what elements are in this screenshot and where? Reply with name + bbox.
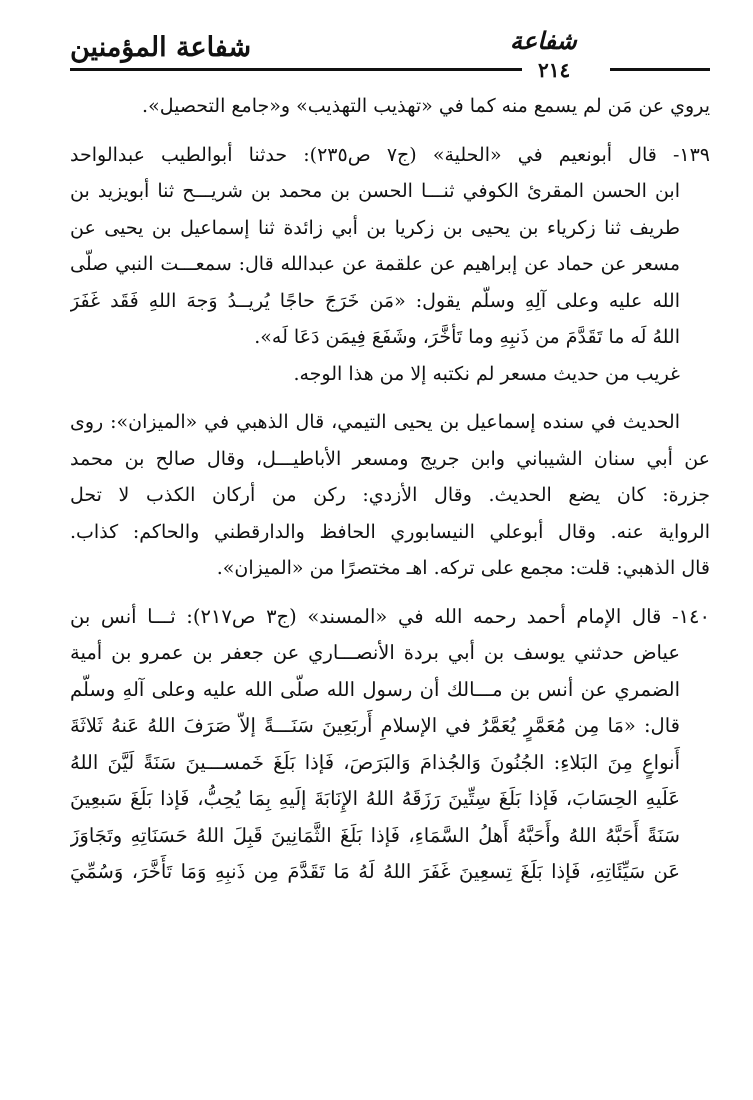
- text-line: عَن سَيِّئَاتِهِ، فَإذا بَلَغَ تِسعِينَ غَفَرَ اللهُ لَهُ مَا تَقَدَّمَ مِن ذَنبِهِ وَمَا تَأَخَّرَ، وَسُمِّيَ: [70, 860, 680, 883]
- text-line: يروي عن مَن لم يسمع منه كما في «تهذيب التهذيب» و«جامع التحصيل».: [142, 95, 710, 117]
- text-line: ١٣٩- قال أبونعيم في «الحلية» (ج٧ ص٢٣٥): حدثنا أبوالطيب عبدالواحد: [70, 143, 710, 166]
- text-line: عياض حدثني يوسف بن أبي بردة الأنصـــاري عن جعفر بن عمرو بن أمية: [70, 641, 680, 664]
- page-number: ٢١٤: [538, 58, 571, 82]
- paragraph-commentary: [70, 404, 710, 587]
- series-logo: شفاعة: [510, 26, 577, 55]
- text-line: عن أبي سنان الشيباني وابن جريج ومسعر الأباطيـــل، وقال صالح بن محمد: [70, 447, 710, 470]
- header-rule: [610, 68, 710, 71]
- text-line: سَنَةً أَحَبَّهُ اللهُ وأَحَبَّهُ أَهلُ السَّمَاءِ، فَإذا بَلَغَ الثَّمَانِينَ قَبِلَ اللهُ حَسَنَاتِهِ وتَجَاوَزَ: [70, 823, 680, 847]
- paragraph-hadith-139: [70, 137, 710, 393]
- paragraph-hadith-140: [70, 599, 710, 891]
- page-header: [70, 18, 710, 82]
- page-content: [70, 88, 710, 891]
- text-line: غريب من حديث مسعر لم نكتبه إلا من هذا الوجه.: [293, 362, 680, 385]
- text-line: جزرة: كان يضع الحديث. وقال الأزدي: ركن من أركان الكذب لا تحل: [70, 484, 710, 506]
- text-line: الحديث في سنده إسماعيل بن يحيى التيمي، قال الذهبي في «الميزان»: روى: [70, 411, 680, 433]
- text-line: الله عليه وعلى آلِهِ وسلّم يقول: «مَن خَرَجَ حاجًا يُريــدُ وَجهَ اللهِ فَقَد غَفَرَ: [70, 289, 680, 312]
- text-line: ابن الحسن المقرئ الكوفي ثنـــا الحسن بن محمد بن شريـــح ثنا أبويزيد بن: [70, 180, 680, 202]
- book-title: شفاعة المؤمنين: [70, 32, 252, 63]
- text-line: أَنواعٍ مِنَ البَلاءِ: الجُنُونَ وَالجُذامَ وَالبَرَصَ، فَإذا بَلَغَ خَمســـينَ سَنَةً لَيَّنَ اللهُ: [70, 750, 680, 774]
- text-line: مسعر عن حماد عن إبراهيم عن علقمة عن عبدالله قال: سمعـــت النبي صلّى: [70, 253, 680, 275]
- text-line: اللهُ لَه ما تَقَدَّمَ من ذَنبِهِ وما تَأخَّرَ، وشَفَعَ فِيمَن دَعَا لَه».: [254, 326, 680, 348]
- text-line: ١٤٠- قال الإمام أحمد رحمه الله في «المسند» (ج٣ ص٢١٧): ثـــا أنس بن: [70, 604, 710, 628]
- text-line: قال الذهبي: قلت: مجمع على تركه. اهـ مختصرًا من «الميزان».: [216, 557, 710, 579]
- text-line: الرواية عنه. وقال أبوعلي النيسابوري الحافظ والدارقطني والحاكم: كذاب.: [70, 520, 710, 543]
- text-line: الضمري عن أنس بن مـــالك أن رسول الله صلّى الله عليه وعلى آلهِ وسلّم: [70, 677, 680, 701]
- text-line: طريف ثنا زكرياء بن يحيى بن زكريا بن أبي زائدة ثنا إسماعيل بن يحيى عن: [70, 216, 680, 239]
- header-rule: [70, 68, 522, 71]
- text-line: قال: «مَا مِن مُعَمَّرٍ يُعَمَّرُ في الإسلامِ أَربَعِينَ سَنَـــةً إلاّ صَرَفَ اللهُ عَنهُ ثَلاثَةَ: [70, 714, 680, 737]
- text-line: عَلَيهِ الحِسَابَ، فَإذا بَلَغَ سِتِّينَ رَزَقَهُ اللهُ الإِنَابَةَ إلَيهِ بِمَا يُحِبُّ، فَإذا بَلَغَ سَبعِينَ: [70, 787, 680, 810]
- paragraph-intro: [70, 88, 710, 125]
